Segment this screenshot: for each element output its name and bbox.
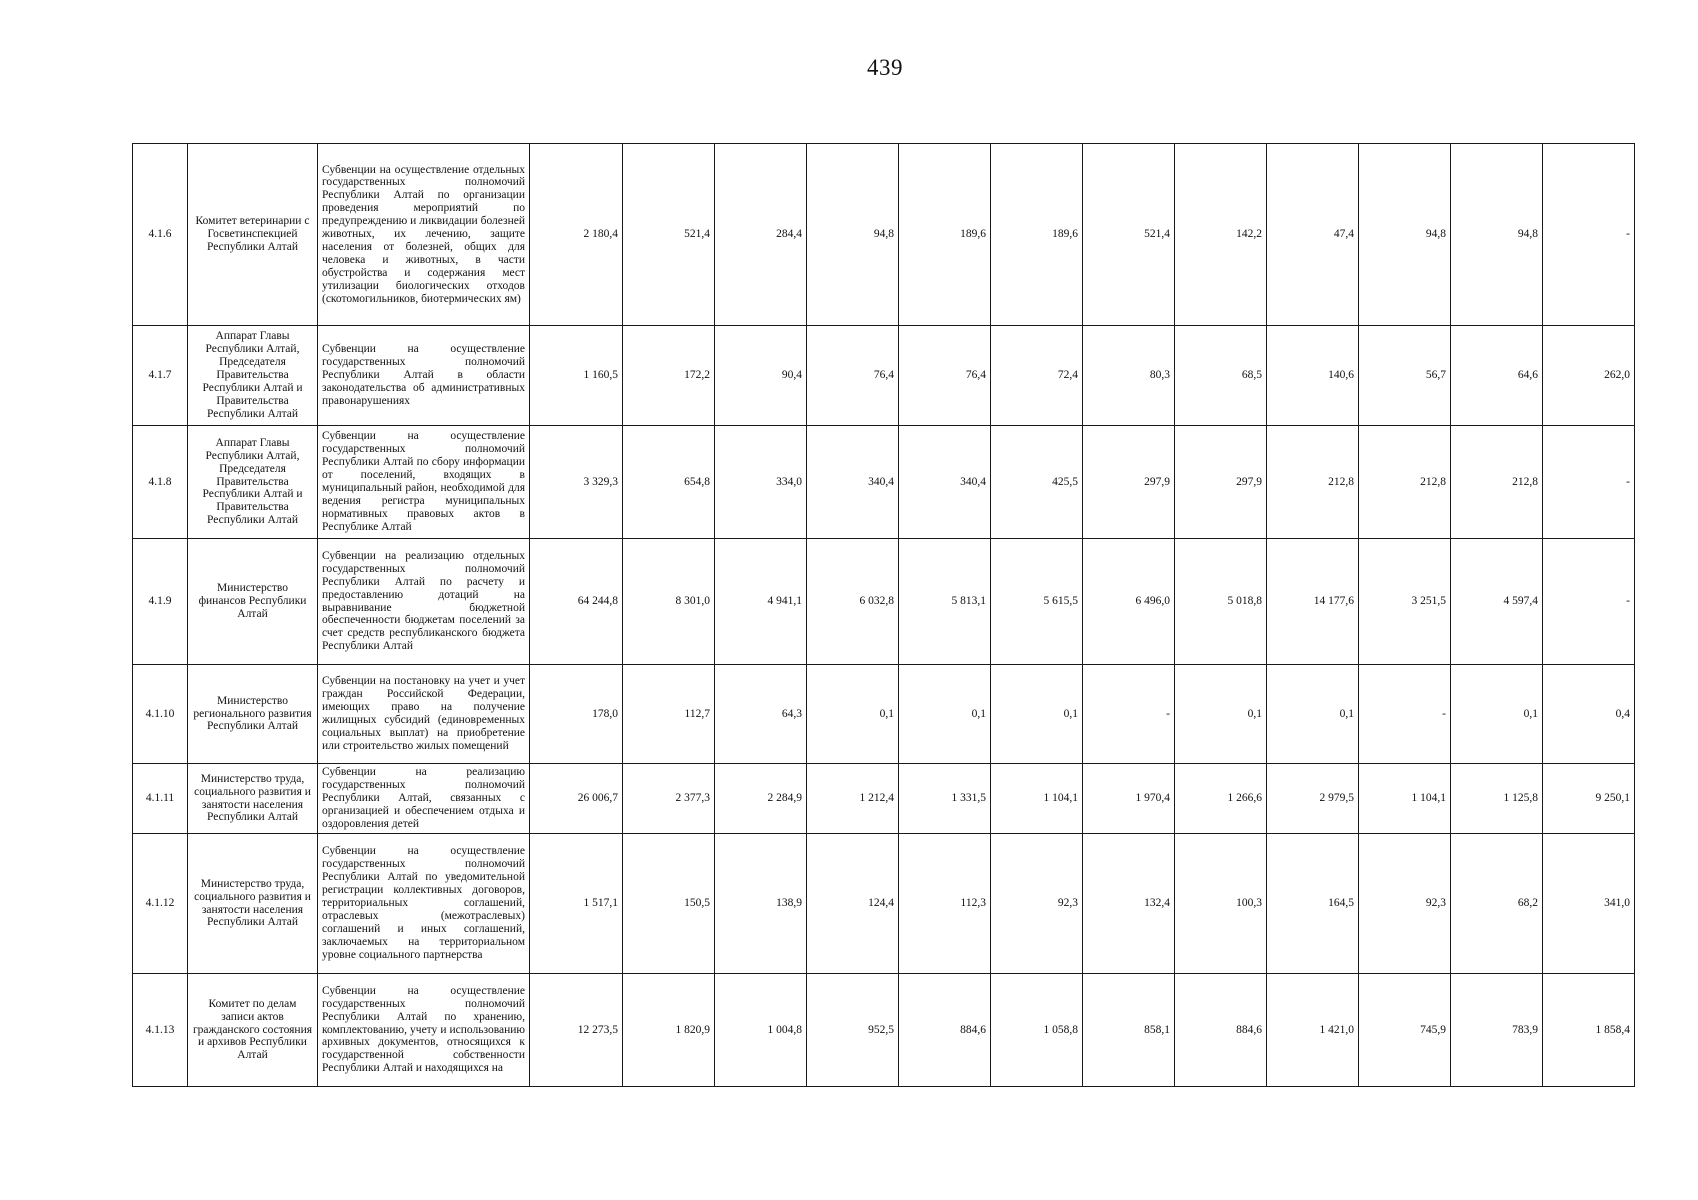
amount-cell: 212,8 [1267, 426, 1359, 539]
organization-name: Комитет ветеринарии с Госветинспекцией Республики Алтай [188, 144, 318, 326]
amount-cell: 8 301,0 [623, 539, 715, 665]
amount-cell: 9 250,1 [1543, 764, 1635, 834]
page-number: 439 [867, 55, 903, 80]
amount-cell: 858,1 [1083, 974, 1175, 1087]
table-row [133, 974, 1635, 1087]
table-row [133, 426, 1635, 539]
amount-cell: - [1543, 144, 1635, 326]
amount-cell: 138,9 [715, 834, 807, 974]
amount-cell: 189,6 [991, 144, 1083, 326]
organization-name: Министерство регионального развития Республики Алтай [188, 665, 318, 764]
amount-cell: 297,9 [1175, 426, 1267, 539]
amount-cell: 64,6 [1451, 326, 1543, 426]
amount-cell: 1 517,1 [530, 834, 623, 974]
amount-cell: 80,3 [1083, 326, 1175, 426]
amount-cell: 340,4 [807, 426, 899, 539]
subvention-description: Субвенции на осуществление государственных полномочий Республики Алтай в области законодательства об административных правонарушениях [318, 326, 530, 426]
amount-cell: 521,4 [1083, 144, 1175, 326]
amount-cell: 72,4 [991, 326, 1083, 426]
amount-cell: 284,4 [715, 144, 807, 326]
amount-cell: 0,1 [991, 665, 1083, 764]
amount-cell: 140,6 [1267, 326, 1359, 426]
amount-cell: 340,4 [899, 426, 991, 539]
amount-cell: 0,1 [1451, 665, 1543, 764]
subvention-description: Субвенции на реализацию государственных полномочий Республики Алтай, связанных с организацией и обеспечением отдыха и оздоровления детей [318, 764, 530, 834]
amount-cell: 0,1 [899, 665, 991, 764]
amount-cell: 1 421,0 [1267, 974, 1359, 1087]
organization-name: Аппарат Главы Республики Алтай, Председателя Правительства Республики Алтай и Правительства Республики Алтай [188, 426, 318, 539]
amount-cell: 12 273,5 [530, 974, 623, 1087]
amount-cell: 334,0 [715, 426, 807, 539]
amount-cell: 1 004,8 [715, 974, 807, 1087]
organization-name: Министерство труда, социального развития и занятости населения Республики Алтай [188, 834, 318, 974]
amount-cell: 3 329,3 [530, 426, 623, 539]
amount-cell: 164,5 [1267, 834, 1359, 974]
amount-cell: 2 979,5 [1267, 764, 1359, 834]
amount-cell: 76,4 [899, 326, 991, 426]
amount-cell: 212,8 [1451, 426, 1543, 539]
amount-cell: 952,5 [807, 974, 899, 1087]
amount-cell: - [1083, 665, 1175, 764]
row-number: 4.1.7 [133, 326, 188, 426]
amount-cell: 68,2 [1451, 834, 1543, 974]
amount-cell: 92,3 [991, 834, 1083, 974]
subvention-description: Субвенции на осуществление государственных полномочий Республики Алтай по хранению, комплектованию, учету и использованию архивных документов, относящихся к государственной собственности Республики Алтай и находящихся на [318, 974, 530, 1087]
amount-cell: 1 266,6 [1175, 764, 1267, 834]
amount-cell: 1 212,4 [807, 764, 899, 834]
amount-cell: 262,0 [1543, 326, 1635, 426]
table-row [133, 326, 1635, 426]
amount-cell: 56,7 [1359, 326, 1451, 426]
amount-cell: 112,3 [899, 834, 991, 974]
amount-cell: 2 284,9 [715, 764, 807, 834]
amount-cell: 5 615,5 [991, 539, 1083, 665]
amount-cell: 100,3 [1175, 834, 1267, 974]
subvention-description: Субвенции на реализацию отдельных государственных полномочий Республики Алтай по расчету и предоставлению дотаций на выравнивание бюджетной обеспеченности бюджетам поселений за счет средств республиканского бюджета Республики Алтай [318, 539, 530, 665]
amount-cell: 112,7 [623, 665, 715, 764]
amount-cell: 783,9 [1451, 974, 1543, 1087]
amount-cell: 425,5 [991, 426, 1083, 539]
amount-cell: 124,4 [807, 834, 899, 974]
amount-cell: 1 160,5 [530, 326, 623, 426]
amount-cell: 1 858,4 [1543, 974, 1635, 1087]
organization-name: Министерство финансов Республики Алтай [188, 539, 318, 665]
amount-cell: 1 820,9 [623, 974, 715, 1087]
amount-cell: 64 244,8 [530, 539, 623, 665]
amount-cell: 172,2 [623, 326, 715, 426]
table-row [133, 665, 1635, 764]
amount-cell: 132,4 [1083, 834, 1175, 974]
amount-cell: 745,9 [1359, 974, 1451, 1087]
amount-cell: - [1543, 539, 1635, 665]
row-number: 4.1.6 [133, 144, 188, 326]
amount-cell: 4 941,1 [715, 539, 807, 665]
row-number: 4.1.11 [133, 764, 188, 834]
amount-cell: 0,4 [1543, 665, 1635, 764]
amount-cell: 1 104,1 [991, 764, 1083, 834]
table-row [133, 144, 1635, 326]
amount-cell: 5 018,8 [1175, 539, 1267, 665]
table-row [133, 539, 1635, 665]
table-row [133, 834, 1635, 974]
amount-cell: 92,3 [1359, 834, 1451, 974]
amount-cell: 76,4 [807, 326, 899, 426]
amount-cell: 68,5 [1175, 326, 1267, 426]
amount-cell: 26 006,7 [530, 764, 623, 834]
row-number: 4.1.12 [133, 834, 188, 974]
amount-cell: - [1359, 665, 1451, 764]
table-row [133, 764, 1635, 834]
amount-cell: 297,9 [1083, 426, 1175, 539]
amount-cell: 5 813,1 [899, 539, 991, 665]
amount-cell: 178,0 [530, 665, 623, 764]
subventions-table [132, 143, 1635, 1087]
amount-cell: 0,1 [1267, 665, 1359, 764]
amount-cell: 150,5 [623, 834, 715, 974]
row-number: 4.1.8 [133, 426, 188, 539]
amount-cell: 3 251,5 [1359, 539, 1451, 665]
organization-name: Министерство труда, социального развития и занятости населения Республики Алтай [188, 764, 318, 834]
amount-cell: 341,0 [1543, 834, 1635, 974]
amount-cell: 94,8 [807, 144, 899, 326]
amount-cell: 1 125,8 [1451, 764, 1543, 834]
amount-cell: 654,8 [623, 426, 715, 539]
amount-cell: 94,8 [1359, 144, 1451, 326]
row-number: 4.1.10 [133, 665, 188, 764]
subvention-description: Субвенции на осуществление отдельных государственных полномочий Республики Алтай по организации проведения мероприятий по предупреждению и ликвидации болезней животных, их лечению, защите населения от болезней, общих для человека и животных, в части обустройства и содержания мест утилизации биологических отходов (скотомогильников, биотермических ям) [318, 144, 530, 326]
amount-cell: 1 970,4 [1083, 764, 1175, 834]
amount-cell: 2 377,3 [623, 764, 715, 834]
amount-cell: 90,4 [715, 326, 807, 426]
subvention-description: Субвенции на постановку на учет и учет граждан Российской Федерации, имеющих право на получение жилищных субсидий (единовременных социальных выплат) на приобретение или строительство жилых помещений [318, 665, 530, 764]
amount-cell: 212,8 [1359, 426, 1451, 539]
amount-cell: 6 496,0 [1083, 539, 1175, 665]
subvention-description: Субвенции на осуществление государственных полномочий Республики Алтай по уведомительной регистрации коллективных договоров, территориальных соглашений, отраслевых (межотраслевых) соглашений и иных соглашений, заключаемых на территориальном уровне социального партнерства [318, 834, 530, 974]
organization-name: Аппарат Главы Республики Алтай, Председателя Правительства Республики Алтай и Правительства Республики Алтай [188, 326, 318, 426]
amount-cell: 189,6 [899, 144, 991, 326]
amount-cell: 64,3 [715, 665, 807, 764]
amount-cell: 6 032,8 [807, 539, 899, 665]
amount-cell: 2 180,4 [530, 144, 623, 326]
row-number: 4.1.13 [133, 974, 188, 1087]
amount-cell: 142,2 [1175, 144, 1267, 326]
amount-cell: 521,4 [623, 144, 715, 326]
amount-cell: 884,6 [1175, 974, 1267, 1087]
amount-cell: 0,1 [807, 665, 899, 764]
amount-cell: - [1543, 426, 1635, 539]
organization-name: Комитет по делам записи актов гражданского состояния и архивов Республики Алтай [188, 974, 318, 1087]
amount-cell: 4 597,4 [1451, 539, 1543, 665]
amount-cell: 14 177,6 [1267, 539, 1359, 665]
amount-cell: 1 331,5 [899, 764, 991, 834]
amount-cell: 94,8 [1451, 144, 1543, 326]
row-number: 4.1.9 [133, 539, 188, 665]
subvention-description: Субвенции на осуществление государственных полномочий Республики Алтай по сбору информации от поселений, входящих в муниципальный район, необходимой для ведения регистра муниципальных нормативных правовых актов в Республике Алтай [318, 426, 530, 539]
amount-cell: 1 058,8 [991, 974, 1083, 1087]
amount-cell: 1 104,1 [1359, 764, 1451, 834]
amount-cell: 884,6 [899, 974, 991, 1087]
amount-cell: 47,4 [1267, 144, 1359, 326]
amount-cell: 0,1 [1175, 665, 1267, 764]
